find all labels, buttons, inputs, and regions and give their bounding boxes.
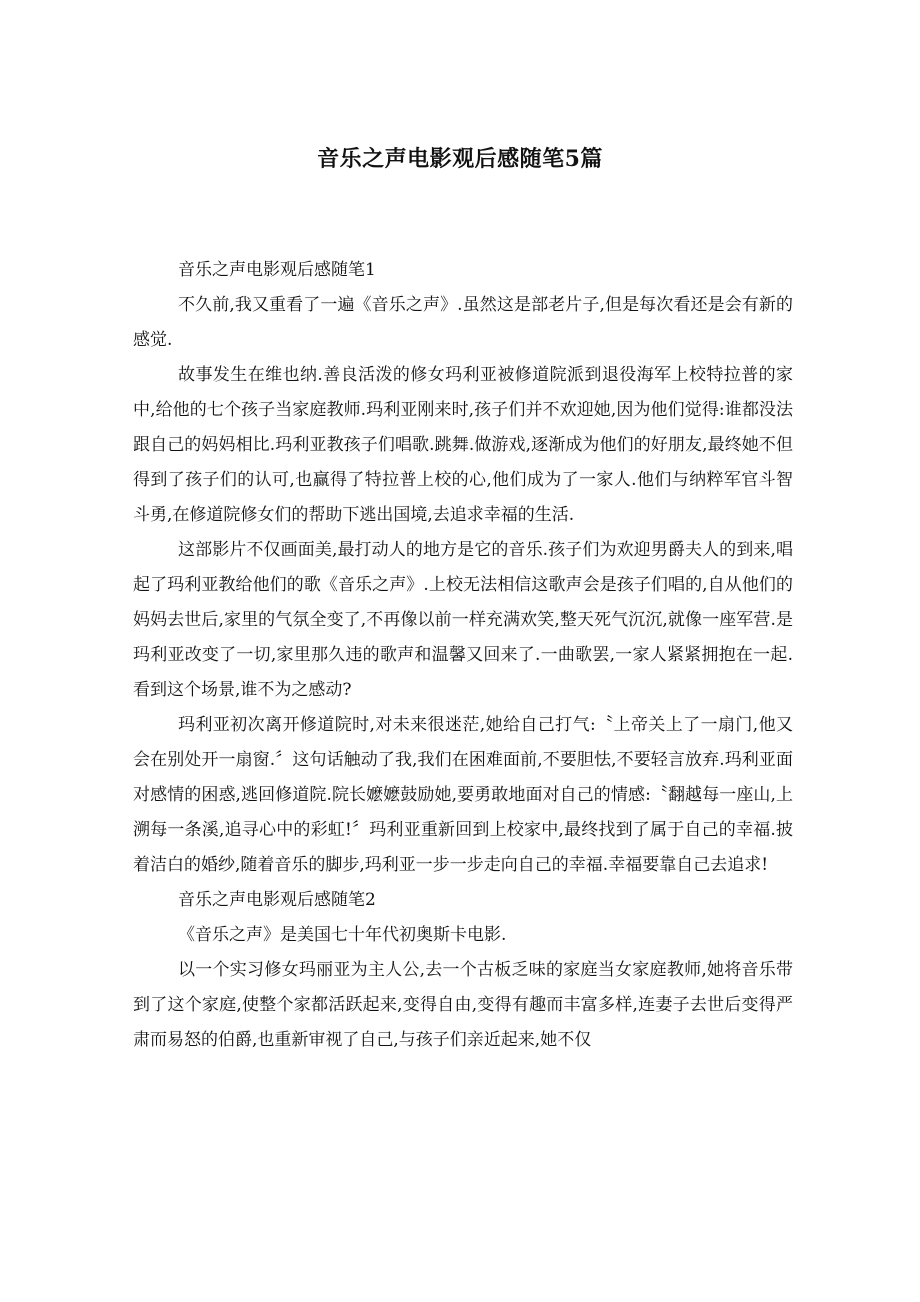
section-heading: 音乐之声电影观后感随笔1 [178, 260, 376, 280]
document-body [133, 253, 793, 1058]
paragraph: 不久前,我又重看了一遍《音乐之声》.虽然这是部老片子,但是每次看还是会有新的感觉. [133, 295, 793, 350]
paragraph: 玛利亚初次离开修道院时,对未来很迷茫,她给自己打气:〝上帝关上了一扇门,他又会在别处开一扇窗.〞这句话触动了我,我们在困难面前,不要胆怯,不要轻言放弃.玛利亚面对感情的困惑,逃回修道院.院长嬷嬷鼓励她,要勇敢地面对自己的情感:〝翻越每一座山,上溯每一条溪,追寻心中的彩虹!〞玛利亚重新回到上校家中,最终找到了属于自己的幸福.披着洁白的婚纱,随着音乐的脚步,玛利亚一步一步走向自己的幸福.幸福要靠自己去追求! [133, 715, 793, 875]
section-heading: 音乐之声电影观后感随笔2 [178, 890, 376, 910]
paragraph: 这部影片不仅画面美,最打动人的地方是它的音乐.孩子们为欢迎男爵夫人的到来,唱起了玛利亚教给他们的歌《音乐之声》.上校无法相信这歌声会是孩子们唱的,自从他们的妈妈去世后,家里的气氛全变了,不再像以前一样充满欢笑,整天死气沉沉,就像一座军营.是玛利亚改变了一切,家里那久违的歌声和温馨又回来了.一曲歌罢,一家人紧紧拥抱在一起.看到这个场景,谁不为之感动? [133, 540, 793, 700]
paragraph: 以一个实习修女玛丽亚为主人公,去一个古板乏味的家庭当女家庭教师,她将音乐带到了这个家庭,使整个家都活跃起来,变得自由,变得有趣而丰富多样,连妻子去世后变得严肃而易怒的伯爵,也重新审视了自己,与孩子们亲近起来,她不仅 [133, 960, 793, 1050]
document-title: 音乐之声电影观后感随笔5篇 [317, 146, 603, 172]
paragraph: 故事发生在维也纳.善良活泼的修女玛利亚被修道院派到退役海军上校特拉普的家中,给他的七个孩子当家庭教师.玛利亚刚来时,孩子们并不欢迎她,因为他们觉得:谁都没法跟自己的妈妈相比.玛利亚教孩子们唱歌.跳舞.做游戏,逐渐成为他们的好朋友,最终她不但得到了孩子们的认可,也赢得了特拉普上校的心,他们成为了一家人.他们与纳粹军官斗智斗勇,在修道院修女们的帮助下逃出国境,去追求幸福的生活. [133, 365, 793, 525]
paragraph: 《音乐之声》是美国七十年代初奥斯卡电影. [178, 925, 507, 945]
